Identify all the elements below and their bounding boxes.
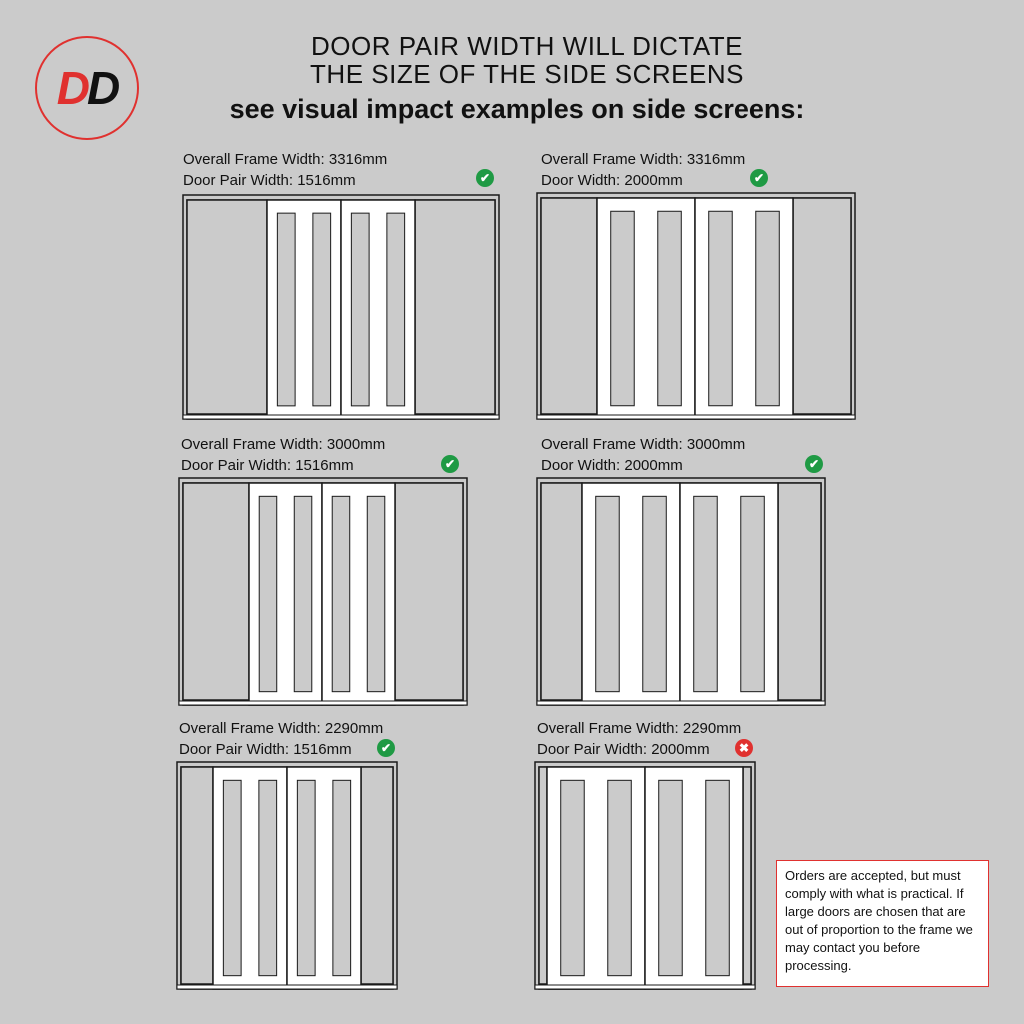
glass-panel — [313, 213, 331, 406]
side-screen-left — [181, 767, 213, 984]
frame-width-text: Overall Frame Width: 3000mm — [541, 436, 746, 453]
door-diagram-6 — [535, 762, 755, 989]
glass-panel — [367, 496, 385, 691]
glass-panel — [694, 496, 718, 691]
glass-panel — [741, 496, 765, 691]
check-icon: ✔ — [750, 169, 768, 187]
glass-panel — [611, 211, 635, 405]
glass-panel — [756, 211, 780, 405]
logo-letter-1: D — [56, 62, 87, 114]
glass-panel — [387, 213, 405, 406]
frame-width-text: Overall Frame Width: 2290mm — [179, 720, 384, 737]
glass-panel — [332, 496, 350, 691]
frame-width-text: Overall Frame Width: 3316mm — [183, 151, 388, 168]
example-6-label — [537, 718, 741, 760]
bottom-rail — [537, 701, 825, 705]
bottom-rail — [179, 701, 467, 705]
door-width-text: Door Width: 2000mm — [541, 457, 683, 474]
door-diagram-2 — [537, 193, 855, 419]
bottom-rail — [177, 985, 397, 989]
side-screen-right — [361, 767, 393, 984]
cross-icon: ✖ — [735, 739, 753, 757]
check-icon: ✔ — [805, 455, 823, 473]
subheading: see visual impact examples on side screens: — [229, 94, 805, 124]
example-3-label — [181, 434, 385, 476]
disclaimer-note: Orders are accepted, but must comply with what is practical. If large doors are chosen that are out of proportion to the frame we may contact you before processing. — [776, 860, 989, 987]
side-screen-left — [539, 767, 547, 984]
door-width-text: Door Pair Width: 1516mm — [179, 741, 352, 758]
glass-panel — [297, 780, 315, 975]
glass-panel — [351, 213, 369, 406]
side-screen-right — [793, 198, 851, 414]
bottom-rail — [537, 415, 855, 419]
door-width-text: Door Width: 2000mm — [541, 172, 683, 189]
frame-width-text: Overall Frame Width: 3000mm — [181, 436, 386, 453]
side-screen-right — [743, 767, 751, 984]
glass-panel — [561, 780, 585, 975]
bottom-rail — [183, 415, 499, 419]
side-screen-right — [778, 483, 821, 700]
glass-panel — [658, 211, 682, 405]
glass-panel — [643, 496, 667, 691]
door-diagram-1 — [183, 195, 499, 419]
glass-panel — [709, 211, 733, 405]
glass-panel — [259, 780, 277, 975]
check-icon: ✔ — [377, 739, 395, 757]
door-width-text: Door Pair Width: 1516mm — [181, 457, 354, 474]
glass-panel — [259, 496, 277, 691]
glass-panel — [294, 496, 312, 691]
glass-panel — [706, 780, 730, 975]
door-width-text: Door Pair Width: 2000mm — [537, 741, 710, 758]
glass-panel — [659, 780, 683, 975]
check-icon: ✔ — [476, 169, 494, 187]
heading-line-1: DOOR PAIR WIDTH WILL DICTATE — [311, 31, 743, 61]
frame-width-text: Overall Frame Width: 3316mm — [541, 151, 746, 168]
side-screen-right — [415, 200, 495, 414]
door-width-text: Door Pair Width: 1516mm — [183, 172, 356, 189]
heading-line-2: THE SIZE OF THE SIDE SCREENS — [310, 59, 744, 89]
side-screen-left — [541, 483, 582, 700]
check-icon: ✔ — [441, 455, 459, 473]
door-diagram-5 — [177, 762, 397, 989]
glass-panel — [333, 780, 351, 975]
glass-panel — [277, 213, 295, 406]
glass-panel — [596, 496, 620, 691]
door-diagram-4 — [537, 478, 825, 705]
side-screen-right — [395, 483, 463, 700]
bottom-rail — [535, 985, 755, 989]
example-5-label — [179, 718, 383, 760]
logo-letter-2: D — [87, 62, 118, 114]
example-2-label — [541, 149, 745, 191]
example-4-label — [541, 434, 745, 476]
side-screen-left — [183, 483, 249, 700]
door-diagram-3 — [179, 478, 467, 705]
glass-panel — [608, 780, 632, 975]
side-screen-left — [541, 198, 597, 414]
glass-panel — [223, 780, 241, 975]
side-screen-left — [187, 200, 267, 414]
frame-width-text: Overall Frame Width: 2290mm — [537, 720, 742, 737]
example-1-label — [183, 149, 387, 191]
